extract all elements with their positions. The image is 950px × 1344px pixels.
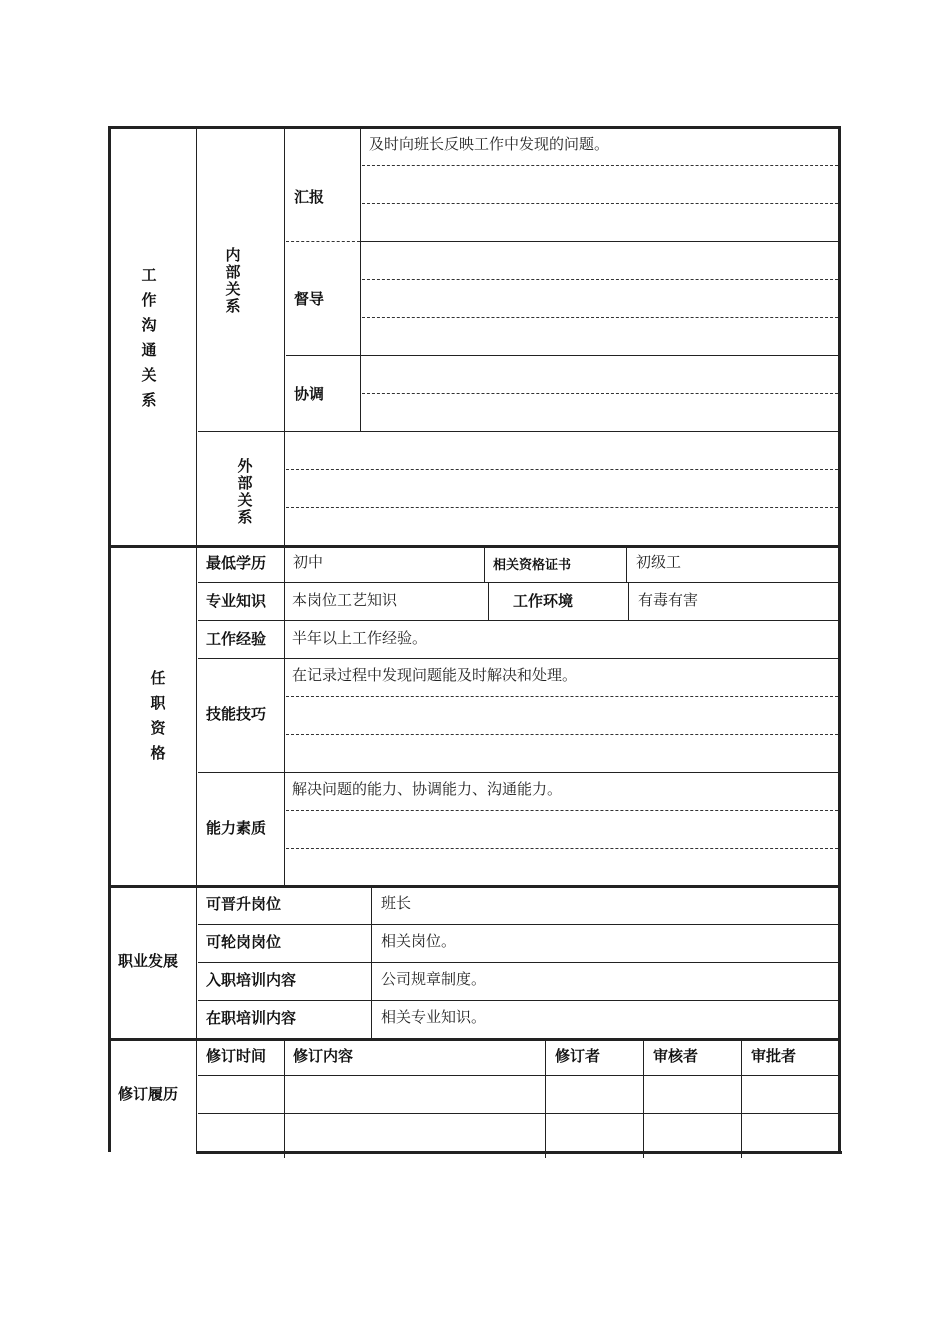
blank-line <box>286 696 838 697</box>
onjob-training-label: 在职培训内容 <box>206 1009 297 1027</box>
ability-value: 解决问题的能力、协调能力、沟通能力。 <box>292 780 563 798</box>
revision-header-time: 修订时间 <box>206 1047 267 1065</box>
rotation-label: 可轮岗岗位 <box>206 933 282 951</box>
blank-line <box>286 848 838 849</box>
supervise-label: 督导 <box>294 290 325 308</box>
revision-header-approver: 审批者 <box>751 1047 797 1065</box>
col-divider <box>626 545 627 582</box>
skills-value: 在记录过程中发现问题能及时解决和处理。 <box>292 666 578 684</box>
blank-line <box>362 393 838 394</box>
col-divider <box>628 582 629 620</box>
blank-line <box>286 810 838 811</box>
onjob-training-value: 相关专业知识。 <box>381 1008 487 1026</box>
blank-line <box>362 279 838 280</box>
promotion-label: 可晋升岗位 <box>206 895 282 913</box>
revision-header-reviewer: 审核者 <box>653 1047 699 1065</box>
career-section-label: 职业发展 <box>118 952 179 970</box>
row-divider <box>198 658 839 659</box>
row-divider <box>198 962 839 963</box>
row-divider <box>198 1000 839 1001</box>
col-divider <box>488 582 489 620</box>
section-divider <box>110 1038 839 1041</box>
blank-line <box>286 469 838 470</box>
row-divider <box>198 582 839 583</box>
row-divider <box>198 772 839 773</box>
row-divider <box>198 620 839 621</box>
experience-label: 工作经验 <box>206 630 267 648</box>
row-divider <box>360 241 839 242</box>
internal-label-divider-v <box>360 128 361 431</box>
report-supervise-divider <box>286 241 360 242</box>
induction-training-label: 入职培训内容 <box>206 971 297 989</box>
table-bottom-border <box>196 1151 842 1154</box>
row-divider <box>198 1075 839 1076</box>
blank-line <box>362 165 838 166</box>
row-divider <box>198 1113 839 1114</box>
communication-section-label: 工作沟通关系 <box>141 266 157 409</box>
knowledge-value: 本岗位工艺知识 <box>292 591 398 609</box>
experience-value: 半年以上工作经验。 <box>292 629 428 647</box>
revision-header-content: 修订内容 <box>293 1047 354 1065</box>
rotation-value: 相关岗位。 <box>381 932 457 950</box>
blank-line <box>362 317 838 318</box>
certificate-label: 相关资格证书 <box>493 558 572 573</box>
revision-section-label: 修订履历 <box>118 1085 179 1103</box>
report-label: 汇报 <box>294 188 325 206</box>
ability-label: 能力素质 <box>206 819 267 837</box>
col-divider <box>284 1038 285 1158</box>
skills-label: 技能技巧 <box>206 705 267 723</box>
col-divider <box>643 1038 644 1158</box>
environment-value: 有毒有害 <box>638 591 699 609</box>
report-text: 及时向班长反映工作中发现的问题。 <box>369 135 610 153</box>
induction-training-value: 公司规章制度。 <box>381 970 487 988</box>
qualifications-section-label: 任职资格 <box>150 669 166 762</box>
col-divider <box>741 1038 742 1158</box>
blank-line <box>286 507 838 508</box>
col-divider <box>484 545 485 582</box>
section-divider-v <box>196 128 197 1153</box>
knowledge-label: 专业知识 <box>206 592 267 610</box>
col-divider <box>284 545 285 885</box>
row-divider <box>286 355 839 356</box>
promotion-value: 班长 <box>381 894 412 912</box>
external-divider-v <box>284 431 285 545</box>
section-divider <box>110 885 839 888</box>
revision-header-reviser: 修订者 <box>555 1047 601 1065</box>
row-divider <box>198 924 839 925</box>
col-divider <box>545 1038 546 1158</box>
external-relations-label: 外部关系 <box>237 457 253 526</box>
internal-relations-label: 内部关系 <box>225 246 241 315</box>
blank-line <box>362 203 838 204</box>
coordinate-label: 协调 <box>294 385 325 403</box>
environment-label: 工作环境 <box>513 592 574 610</box>
row-divider <box>198 431 839 432</box>
internal-divider-v <box>284 128 285 431</box>
blank-line <box>286 734 838 735</box>
section-divider <box>110 545 839 548</box>
education-label: 最低学历 <box>206 554 267 572</box>
certificate-value: 初级工 <box>636 553 682 571</box>
education-value: 初中 <box>293 553 324 571</box>
